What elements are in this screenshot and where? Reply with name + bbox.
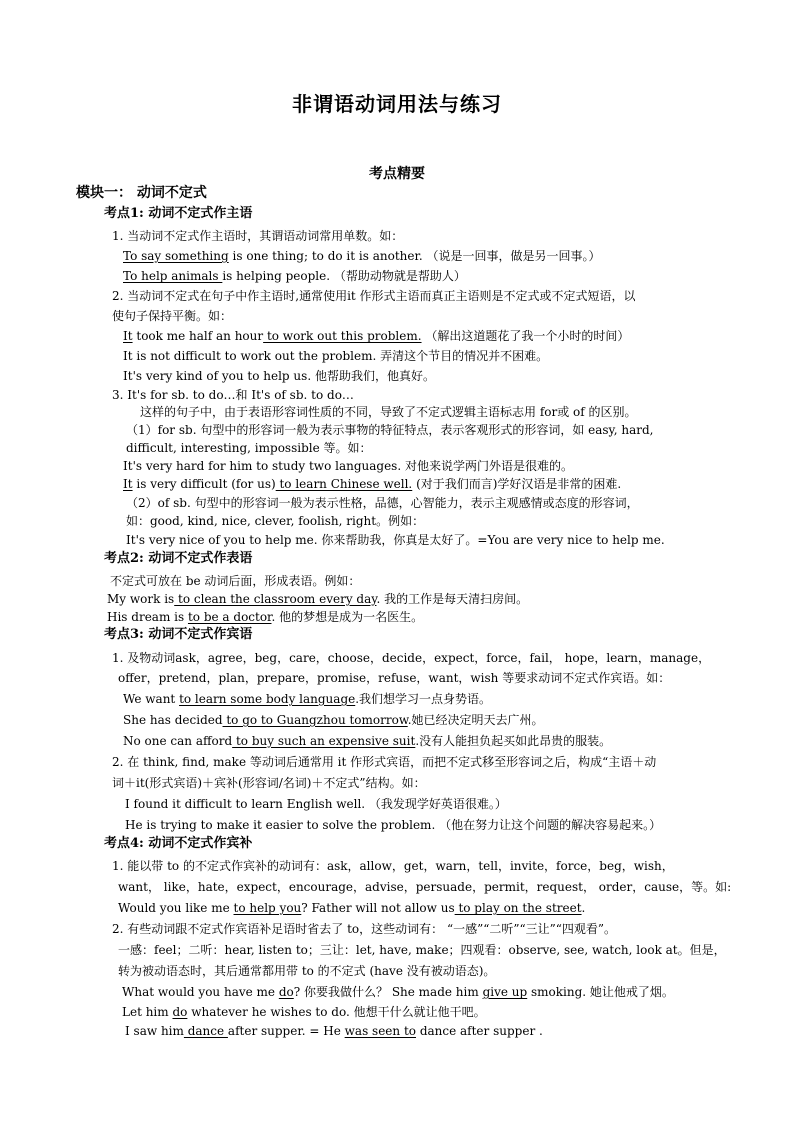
section-subtitle: 考点精要 (369, 166, 425, 182)
point1-example5: It's very kind of you to help us. 他帮助我们，他真好。 (123, 369, 435, 383)
point1-example3: It took me half an hour to work out this problem. （解出这道题花了我一个小时的时间） (123, 329, 630, 343)
point1-rule3-sub1b: difficult, interesting, impossible 等。如： (126, 441, 372, 455)
point3-example5: He is trying to make it easier to solve the problem. （他在努力让这个问题的解决容易起来。） (125, 818, 662, 832)
point1-rule3-sub1: （1）for sb. 句型中的形容词一般为表示事物的特征特点，表示客观形式的形容词，如 easy, hard, (126, 423, 654, 437)
point1-example8: It's very nice of you to help me. 你来帮助我，你真是太好了。=You are very nice to help me. (126, 533, 665, 547)
point1-rule3-sub2b: 如：good, kind, nice, clever, foolish, right。例如： (126, 514, 425, 528)
point1-example1: To say something is one thing; to do it is another. （说是一回事，做是另一回事。） (123, 249, 601, 263)
point1-example6: It's very hard for him to study two languages. 对他来说学两门外语是很难的。 (123, 459, 573, 473)
point4-rule1-line2: want， like，hate，expect，encourage，advise，persuade，permit，request， order，cause，等。如: (118, 880, 732, 894)
point1-rule1: 1. 当动词不定式作主语时，其谓语动词常用单数。如： (112, 229, 404, 243)
point1-example4: It is not difficult to work out the problem. 弄清这个节目的情况并不困难。 (123, 349, 549, 363)
point4-rule2-line3: 转为被动语态时，其后通常都用带 to 的不定式 (have 没有被动语态)。 (118, 964, 496, 978)
point3-rule2-line1: 2. 在 think, find, make 等动词后通常用 it 作形式宾语，而把不定式移至形容词之后，构成“主语＋动 (112, 755, 657, 769)
point1-rule2-line2: 使句子保持平衡。如： (112, 309, 233, 323)
point1-rule3-text: 这样的句子中，由于表语形容词性质的不同，导致了不定式逻辑主语标志用 for或 of 的区别。 (140, 405, 637, 419)
point3-rule1-line1: 1. 及物动词ask，agree，beg，care，choose，decide，expect，force，fail， hope，learn，manage， (112, 651, 711, 665)
point2-example2: His dream is to be a doctor. 他的梦想是成为一名医生。 (107, 610, 424, 624)
point3-heading: 考点3: 动词不定式作宾语 (104, 627, 253, 642)
point1-heading: 考点1: 动词不定式作主语 (104, 206, 253, 221)
point2-heading: 考点2: 动词不定式作表语 (104, 551, 253, 566)
point3-rule2-line2: 词＋it(形式宾语)＋宾补(形容词/名词)＋不定式”结构。如： (112, 776, 426, 790)
point4-heading: 考点4: 动词不定式作宾补 (104, 836, 253, 851)
point4-example2: What would you have me do? 你要我做什么？ She made him give up smoking. 她让他戒了烟。 (122, 985, 674, 999)
point3-rule1-line2: offer，pretend，plan，prepare，promise，refuse，want，wish 等要求动词不定式作宾语。如： (118, 671, 671, 685)
point3-example2: She has decided to go to Guangzhou tomorrow.她已经决定明天去广州。 (123, 713, 544, 727)
point1-example7: It is very difficult (for us) to learn Chinese well. (对于我们而言)学好汉语是非常的困难. (123, 477, 622, 491)
point4-example3: Let him do whatever he wishes to do. 他想干什么就让他干吧。 (122, 1005, 486, 1019)
page-title: 非谓语动词用法与练习 (292, 92, 502, 116)
point2-example1: My work is to clean the classroom every day. 我的工作是每天清扫房间。 (107, 592, 529, 606)
point4-rule1-line1: 1. 能以带 to 的不定式作宾补的动词有：ask，allow，get，warn，tell，invite，force，beg，wish， (112, 859, 674, 873)
point3-example4: I found it difficult to learn English well. （我发现学好英语很难。） (125, 797, 507, 811)
point1-rule2-line1: 2. 当动词不定式在句子中作主语时,通常使用it 作形式主语而真正主语则是不定式或不定式短语，以 (112, 289, 636, 303)
point3-example1: We want to learn some body language.我们想学习一点身势语。 (123, 692, 492, 706)
point4-example1: Would you like me to help you? Father will not allow us to play on the street. (118, 901, 586, 915)
point1-example2: To help animals is helping people. （帮助动物就是帮助人） (123, 269, 466, 283)
point4-rule2-line2: 一感：feel；二听：hear, listen to；三让：let, have, make；四观看：observe, see, watch, look at。但是， (118, 943, 726, 957)
module-heading: 模块一： 动词不定式 (76, 185, 207, 201)
point3-example3: No one can afford to buy such an expensive suit.没有人能担负起买如此昂贵的服装。 (123, 734, 612, 748)
point1-rule3-sub2: （2）of sb. 句型中的形容词一般为表示性格，品德，心智能力，表示主观感情或态度的形容词， (126, 496, 639, 510)
point4-rule2-line1: 2. 有些动词跟不定式作宾语补足语时省去了 to，这些动词有： “一感”“二听”“三让”“四观看”。 (112, 922, 617, 936)
point2-rule: 不定式可放在 be 动词后面，形成表语。例如： (110, 574, 361, 588)
point4-example4: I saw him dance after supper. = He was seen to dance after supper . (125, 1024, 543, 1038)
point1-rule3: 3. It's for sb. to do…和 It's of sb. to do… (112, 388, 354, 402)
